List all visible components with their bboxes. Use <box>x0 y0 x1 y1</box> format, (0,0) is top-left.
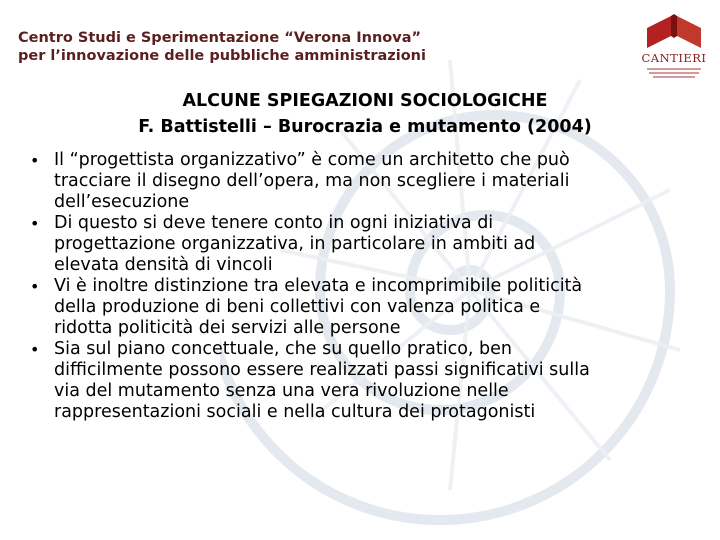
bullet-line: Vi è inoltre distinzione tra elevata e incomprimibile politicità <box>54 276 583 296</box>
bullet-item <box>30 213 710 276</box>
bullet-dot: • <box>30 277 40 296</box>
bullet-line: dell’esecuzione <box>54 192 190 212</box>
cantieri-logo <box>637 8 711 80</box>
header-line-2: per l’innovazione delle pubbliche amministrazioni <box>18 48 426 64</box>
title-line-1: ALCUNE SPIEGAZIONI SOCIOLOGICHE <box>182 91 548 111</box>
bullet-line: della produzione di beni collettivi con valenza politica e <box>54 297 541 317</box>
bullet-line: tracciare il disegno dell’opera, ma non scegliere i materiali <box>54 171 570 191</box>
logo-text: CANTIERI <box>641 51 707 65</box>
bullet-item <box>30 339 710 423</box>
bullet-list <box>30 150 710 423</box>
bullet-line: difficilmente possono essere realizzati passi significativi sulla <box>54 360 590 380</box>
bullet-line: rappresentazioni sociali e nella cultura dei protagonisti <box>54 402 536 422</box>
bullet-line: elevata densità di vincoli <box>54 255 273 275</box>
bullet-dot: • <box>30 340 40 359</box>
cantieri-logo-icon <box>637 8 711 52</box>
logo-tagline-decoration <box>641 66 707 78</box>
bullet-line: ridotta politicità dei servizi alle persone <box>54 318 401 338</box>
bullet-line: Di questo si deve tenere conto in ogni iniziativa di <box>54 213 494 233</box>
header <box>18 29 578 65</box>
bullet-line: Il “progettista organizzativo” è come un architetto che può <box>54 150 570 170</box>
bullet-line: Sia sul piano concettuale, che su quello pratico, ben <box>54 339 512 359</box>
title-line-2: F. Battistelli – Burocrazia e mutamento (2004) <box>138 117 592 137</box>
bullet-line: progettazione organizzativa, in particolare in ambiti ad <box>54 234 536 254</box>
bullet-line: via del mutamento senza una vera rivoluzione nelle <box>54 381 509 401</box>
bullet-dot: • <box>30 151 40 170</box>
slide-title <box>60 88 670 140</box>
bullet-item <box>30 150 710 213</box>
bullet-item <box>30 276 710 339</box>
header-line-1: Centro Studi e Sperimentazione “Verona Innova” <box>18 30 422 46</box>
bullet-dot: • <box>30 214 40 233</box>
